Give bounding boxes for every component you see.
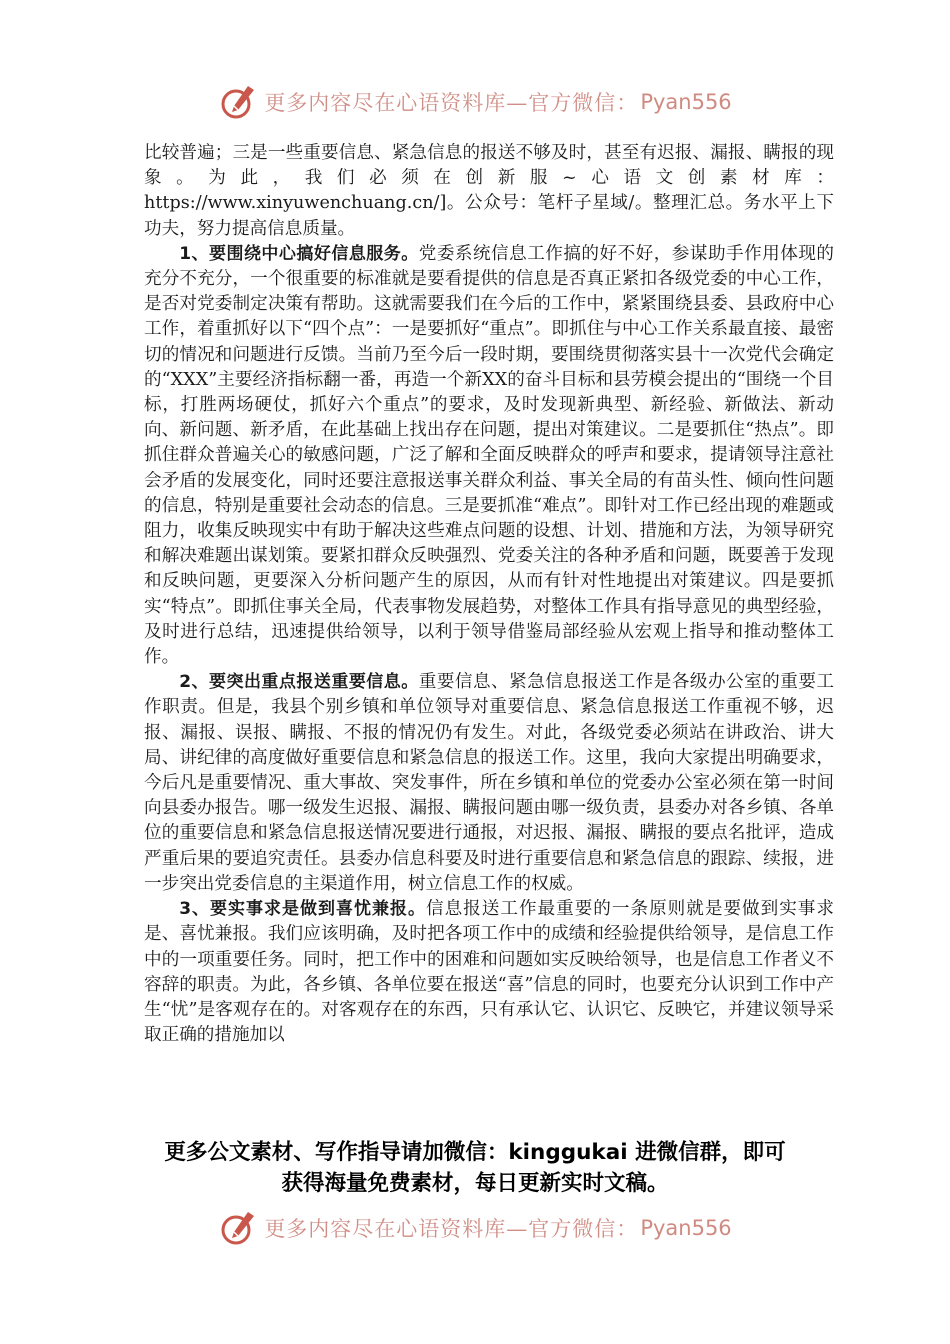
section-3-heading: 3、要实事求是做到喜忧兼报。 <box>179 899 426 920</box>
promo-banner <box>60 1137 890 1199</box>
section-2-heading: 2、要突出重点报送重要信息。 <box>179 672 419 693</box>
header-watermark <box>0 82 950 122</box>
watermark-text: 更多内容尽在心语资料库—官方微信： <box>264 91 639 115</box>
section-2-body: 重要信息、紧急信息报送工作是各级办公室的重要工作职责。但是，我县个别乡镇和单位领导对重要信息、紧急信息报送工作重视不够，迟报、漏报、误报、瞒报、不报的情况仍有发生。对此，各级党委必须站在讲政治、讲大局、讲纪律的高度做好重要信息和紧急信息的报送工作。这里，我向大家提出明确要求，今后凡是重要情况、重大事故、突发事件，所在乡镇和单位的党委办公室必须在第一时间向县委办报告。哪一级发生迟报、漏报、瞒报问题由哪一级负责，县委办对各乡镇、各单位的重要信息和紧急信息报送情况要进行通报，对迟报、漏报、瞒报的要点名批评，造成严重后果的要追究责任。县委办信息科要及时进行重要信息和紧急信息的跟踪、续报，进一步突出党委信息的主渠道作用，树立信息工作的权威。 <box>144 672 834 894</box>
paragraph-section-2 <box>144 670 834 897</box>
promo-line-1: 更多公文素材、写作指导请加微信：kinggukai 进微信群，即可 <box>164 1140 786 1165</box>
watermark-text: 更多内容尽在心语资料库—官方微信： <box>264 1217 639 1241</box>
watermark-wechat-id: Pyan556 <box>640 1216 732 1240</box>
pen-icon <box>218 82 258 122</box>
pen-icon <box>218 1208 258 1248</box>
promo-line-2: 获得海量免费素材，每日更新实时文稿。 <box>281 1171 669 1196</box>
section-1-body: 党委系统信息工作搞的好不好，参谋助手作用体现的充分不充分，一个很重要的标准就是要看提供的信息是否真正紧扣各级党委的中心工作，是否对党委制定决策有帮助。这就需要我们在今后的工作中，紧紧围绕县委、县政府中心工作，着重抓好以下“四个点”：一是要抓好“重点”。即抓住与中心工作关系最直接、最密切的情况和问题进行反馈。当前乃至今后一段时期，要围绕贯彻落实县十一次党代会确定的“XXX”主要经济指标翻一番，再造一个新XX的奋斗目标和县劳模会提出的“围绕一个目标，打胜两场硬仗，抓好六个重点”的要求，及时发现新典型、新经验、新做法、新动向、新问题、新矛盾，在此基础上找出存在问题，提出对策建议。二是要抓住“热点”。即抓住群众普遍关心的敏感问题，广泛了解和全面反映群众的呼声和要求，提请领导注意社会矛盾的发展变化，同时还要注意报送事关群众利益、事关全局的有苗头性、倾向性问题的信息，特别是重要社会动态的信息。三是要抓准“难点”。即针对工作已经出现的难题或阻力，收集反映现实中有助于解决这些难点问题的设想、计划、措施和方法，为领导研究和解决难题出谋划策。要紧扣群众反映强烈、党委关注的各种矛盾和问题，既要善于发现和反映问题，更要深入分析问题产生的原因，从而有针对性地提出对策建议。四是要抓实“特点”。即抓住事关全局，代表事物发展趋势，对整体工作具有指导意见的典型经验，及时进行总结，迅速提供给领导，以利于领导借鉴局部经验从宏观上指导和推动整体工作。 <box>144 243 834 668</box>
watermark-wechat-id: Pyan556 <box>640 90 732 114</box>
paragraph-intro: 比较普遍；三是一些重要信息、紧急信息的报送不够及时，甚至有迟报、漏报、瞒报的现象。为此，我们必须在创新服~心语文创素材库：https://www.xinyuwenchuang.cn/]。公众号：笔杆子星域/。整理汇总。务水平上下功夫，努力提高信息质量。 <box>144 143 834 239</box>
paragraph-section-3 <box>144 897 834 1048</box>
document-body <box>144 141 834 1048</box>
footer-watermark <box>0 1208 950 1248</box>
section-1-heading: 1、要围绕中心搞好信息服务。 <box>179 243 419 264</box>
paragraph-section-1 <box>144 242 834 670</box>
section-3-body: 信息报送工作最重要的一条原则就是要做到实事求是、喜忧兼报。我们应该明确，及时把各项工作中的成绩和经验提供给领导，是信息工作中的一项重要任务。同时，把工作中的困难和问题如实反映给领导，也是信息工作者义不容辞的职责。为此，各乡镇、各单位要在报送“喜”信息的同时，也要充分认识到工作中产生“忧”是客观存在的。对客观存在的东西，只有承认它、认识它、反映它，并建议领导采取正确的措施加以 <box>144 899 834 1046</box>
